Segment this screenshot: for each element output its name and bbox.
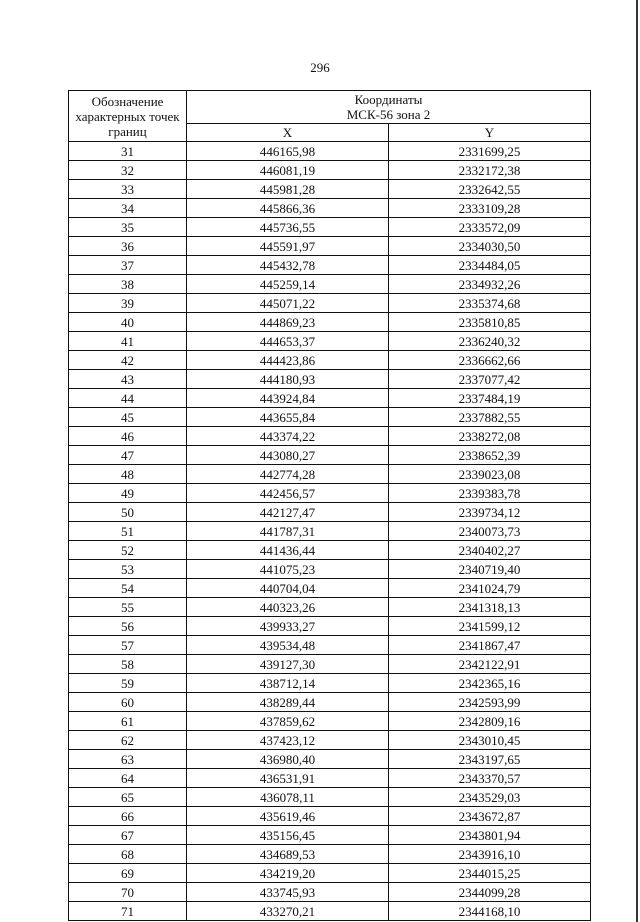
x-coordinate-cell: 445736,55 — [187, 218, 389, 237]
x-coordinate-cell: 445866,36 — [187, 199, 389, 218]
table-row — [69, 655, 591, 674]
table-row — [69, 484, 591, 503]
table-row — [69, 845, 591, 864]
x-coordinate-cell: 444653,37 — [187, 332, 389, 351]
point-number-cell: 69 — [69, 864, 187, 883]
table-row — [69, 560, 591, 579]
point-number-cell: 38 — [69, 275, 187, 294]
point-number-cell: 44 — [69, 389, 187, 408]
point-number-cell: 54 — [69, 579, 187, 598]
x-coordinate-cell: 433270,21 — [187, 902, 389, 921]
y-coordinate-cell: 2339383,78 — [389, 484, 591, 503]
y-coordinate-cell: 2343916,10 — [389, 845, 591, 864]
point-number-cell: 39 — [69, 294, 187, 313]
y-coordinate-cell: 2333572,09 — [389, 218, 591, 237]
y-coordinate-cell: 2343370,57 — [389, 769, 591, 788]
table-row — [69, 693, 591, 712]
table-row — [69, 503, 591, 522]
x-coordinate-cell: 442456,57 — [187, 484, 389, 503]
y-coordinate-cell: 2343197,65 — [389, 750, 591, 769]
x-coordinate-cell: 445432,78 — [187, 256, 389, 275]
x-column-header: X — [187, 124, 389, 142]
point-number-cell: 70 — [69, 883, 187, 902]
y-coordinate-cell: 2337882,55 — [389, 408, 591, 427]
point-number-cell: 59 — [69, 674, 187, 693]
point-number-cell: 66 — [69, 807, 187, 826]
point-number-cell: 49 — [69, 484, 187, 503]
y-coordinate-cell: 2340719,40 — [389, 560, 591, 579]
y-coordinate-cell: 2340073,73 — [389, 522, 591, 541]
point-number-cell: 48 — [69, 465, 187, 484]
y-coordinate-cell: 2338272,08 — [389, 427, 591, 446]
point-number-cell: 43 — [69, 370, 187, 389]
coordinates-title: Координаты — [354, 92, 423, 107]
table-row — [69, 332, 591, 351]
table-row — [69, 788, 591, 807]
y-coordinate-cell: 2344099,28 — [389, 883, 591, 902]
y-coordinate-cell: 2333109,28 — [389, 199, 591, 218]
point-number-cell: 42 — [69, 351, 187, 370]
table-row — [69, 541, 591, 560]
y-coordinate-cell: 2334030,50 — [389, 237, 591, 256]
point-number-cell: 61 — [69, 712, 187, 731]
x-coordinate-cell: 436078,11 — [187, 788, 389, 807]
table-row — [69, 465, 591, 484]
x-coordinate-cell: 436980,40 — [187, 750, 389, 769]
point-number-cell: 32 — [69, 161, 187, 180]
point-number-cell: 36 — [69, 237, 187, 256]
point-number-cell: 46 — [69, 427, 187, 446]
table-row — [69, 427, 591, 446]
table-row — [69, 180, 591, 199]
table-row — [69, 218, 591, 237]
point-number-cell: 57 — [69, 636, 187, 655]
x-coordinate-cell: 433745,93 — [187, 883, 389, 902]
table-row — [69, 313, 591, 332]
point-number-cell: 50 — [69, 503, 187, 522]
x-coordinate-cell: 445071,22 — [187, 294, 389, 313]
x-coordinate-cell: 437859,62 — [187, 712, 389, 731]
table-row — [69, 712, 591, 731]
x-coordinate-cell: 444180,93 — [187, 370, 389, 389]
point-number-cell: 45 — [69, 408, 187, 427]
table-row — [69, 237, 591, 256]
x-coordinate-cell: 442127,47 — [187, 503, 389, 522]
x-coordinate-cell: 445591,97 — [187, 237, 389, 256]
table-row — [69, 883, 591, 902]
x-coordinate-cell: 434219,20 — [187, 864, 389, 883]
x-coordinate-cell: 443924,84 — [187, 389, 389, 408]
x-coordinate-cell: 437423,12 — [187, 731, 389, 750]
y-coordinate-cell: 2342809,16 — [389, 712, 591, 731]
point-number-cell: 63 — [69, 750, 187, 769]
y-coordinate-cell: 2341599,12 — [389, 617, 591, 636]
y-coordinate-cell: 2341024,79 — [389, 579, 591, 598]
page-number: 296 — [310, 60, 330, 75]
table-row — [69, 731, 591, 750]
y-coordinate-cell: 2332172,38 — [389, 161, 591, 180]
y-coordinate-cell: 2332642,55 — [389, 180, 591, 199]
point-number-cell: 56 — [69, 617, 187, 636]
table-row — [69, 807, 591, 826]
x-coordinate-cell: 445259,14 — [187, 275, 389, 294]
coordinates-header — [187, 91, 591, 124]
table-row — [69, 351, 591, 370]
x-coordinate-cell: 446081,19 — [187, 161, 389, 180]
y-coordinate-cell: 2342365,16 — [389, 674, 591, 693]
coordinates-table — [68, 90, 591, 921]
table-row — [69, 294, 591, 313]
point-designation-header: Обозначение характерных точек границ — [69, 91, 187, 142]
y-coordinate-cell: 2340402,27 — [389, 541, 591, 560]
page-edge-line — [636, 0, 638, 922]
x-coordinate-cell: 435156,45 — [187, 826, 389, 845]
y-coordinate-cell: 2341318,13 — [389, 598, 591, 617]
table-row — [69, 617, 591, 636]
y-coordinate-cell: 2334484,05 — [389, 256, 591, 275]
y-coordinate-cell: 2342593,99 — [389, 693, 591, 712]
table-row — [69, 446, 591, 465]
point-number-cell: 60 — [69, 693, 187, 712]
x-coordinate-cell: 444869,23 — [187, 313, 389, 332]
x-coordinate-cell: 439534,48 — [187, 636, 389, 655]
table-row — [69, 902, 591, 921]
table-body — [69, 142, 591, 921]
y-coordinate-cell: 2337484,19 — [389, 389, 591, 408]
x-coordinate-cell: 434689,53 — [187, 845, 389, 864]
table-row — [69, 142, 591, 161]
point-number-cell: 40 — [69, 313, 187, 332]
y-coordinate-cell: 2338652,39 — [389, 446, 591, 465]
x-coordinate-cell: 443080,27 — [187, 446, 389, 465]
y-coordinate-cell: 2336662,66 — [389, 351, 591, 370]
table-row — [69, 256, 591, 275]
y-coordinate-cell: 2343672,87 — [389, 807, 591, 826]
table-row — [69, 275, 591, 294]
y-coordinate-cell: 2331699,25 — [389, 142, 591, 161]
y-coordinate-cell: 2335810,85 — [389, 313, 591, 332]
table-row — [69, 636, 591, 655]
y-coordinate-cell: 2343801,94 — [389, 826, 591, 845]
y-coordinate-cell: 2339023,08 — [389, 465, 591, 484]
x-coordinate-cell: 441787,31 — [187, 522, 389, 541]
point-number-cell: 51 — [69, 522, 187, 541]
y-coordinate-cell: 2341867,47 — [389, 636, 591, 655]
table-row — [69, 826, 591, 845]
y-coordinate-cell: 2334932,26 — [389, 275, 591, 294]
table-row — [69, 408, 591, 427]
table-row — [69, 864, 591, 883]
x-coordinate-cell: 438289,44 — [187, 693, 389, 712]
x-coordinate-cell: 445981,28 — [187, 180, 389, 199]
point-number-cell: 62 — [69, 731, 187, 750]
table-row — [69, 370, 591, 389]
point-number-cell: 31 — [69, 142, 187, 161]
y-coordinate-cell: 2337077,42 — [389, 370, 591, 389]
table-row — [69, 598, 591, 617]
x-coordinate-cell: 441075,23 — [187, 560, 389, 579]
point-number-cell: 34 — [69, 199, 187, 218]
table-row — [69, 750, 591, 769]
point-number-cell: 55 — [69, 598, 187, 617]
point-number-cell: 37 — [69, 256, 187, 275]
point-number-cell: 35 — [69, 218, 187, 237]
point-number-cell: 47 — [69, 446, 187, 465]
point-number-cell: 68 — [69, 845, 187, 864]
y-coordinate-cell: 2342122,91 — [389, 655, 591, 674]
x-coordinate-cell: 439933,27 — [187, 617, 389, 636]
table-row — [69, 522, 591, 541]
x-coordinate-cell: 440323,26 — [187, 598, 389, 617]
table-row — [69, 674, 591, 693]
table-row — [69, 769, 591, 788]
point-number-cell: 71 — [69, 902, 187, 921]
x-coordinate-cell: 440704,04 — [187, 579, 389, 598]
x-coordinate-cell: 443374,22 — [187, 427, 389, 446]
x-coordinate-cell: 443655,84 — [187, 408, 389, 427]
x-coordinate-cell: 444423,86 — [187, 351, 389, 370]
table-row — [69, 199, 591, 218]
x-coordinate-cell: 435619,46 — [187, 807, 389, 826]
point-number-cell: 52 — [69, 541, 187, 560]
x-coordinate-cell: 439127,30 — [187, 655, 389, 674]
x-coordinate-cell: 442774,28 — [187, 465, 389, 484]
point-number-cell: 53 — [69, 560, 187, 579]
table-row — [69, 161, 591, 180]
y-column-header: Y — [389, 124, 591, 142]
point-number-cell: 41 — [69, 332, 187, 351]
point-number-cell: 65 — [69, 788, 187, 807]
x-coordinate-cell: 438712,14 — [187, 674, 389, 693]
x-coordinate-cell: 441436,44 — [187, 541, 389, 560]
table-row — [69, 579, 591, 598]
point-number-cell: 67 — [69, 826, 187, 845]
y-coordinate-cell: 2343010,45 — [389, 731, 591, 750]
y-coordinate-cell: 2339734,12 — [389, 503, 591, 522]
point-number-cell: 64 — [69, 769, 187, 788]
y-coordinate-cell: 2344168,10 — [389, 902, 591, 921]
x-coordinate-cell: 446165,98 — [187, 142, 389, 161]
y-coordinate-cell: 2344015,25 — [389, 864, 591, 883]
y-coordinate-cell: 2335374,68 — [389, 294, 591, 313]
table-row — [69, 389, 591, 408]
y-coordinate-cell: 2343529,03 — [389, 788, 591, 807]
x-coordinate-cell: 436531,91 — [187, 769, 389, 788]
y-coordinate-cell: 2336240,32 — [389, 332, 591, 351]
point-number-cell: 33 — [69, 180, 187, 199]
point-number-cell: 58 — [69, 655, 187, 674]
coordinate-system-label: МСК-56 зона 2 — [346, 107, 431, 122]
